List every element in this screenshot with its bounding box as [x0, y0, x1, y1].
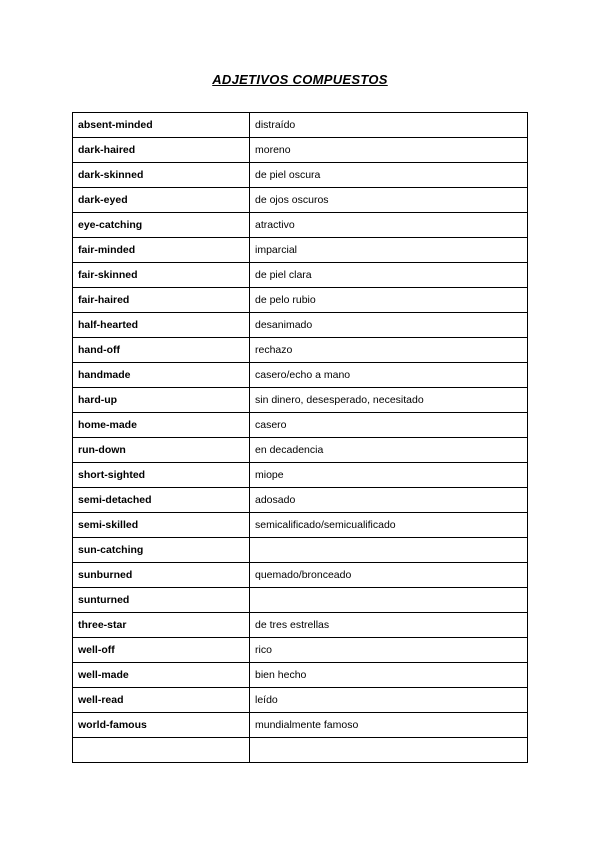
- table-row: [73, 713, 528, 738]
- english-term: well-off: [73, 638, 250, 663]
- spanish-translation: en decadencia: [250, 438, 528, 463]
- table-row: [73, 413, 528, 438]
- table-row: [73, 688, 528, 713]
- english-term: short-sighted: [73, 463, 250, 488]
- spanish-translation: de pelo rubio: [250, 288, 528, 313]
- english-term: three-star: [73, 613, 250, 638]
- spanish-translation: distraído: [250, 113, 528, 138]
- page-title: ADJETIVOS COMPUESTOS: [212, 72, 388, 87]
- table-row: [73, 238, 528, 263]
- spanish-translation: de tres estrellas: [250, 613, 528, 638]
- spanish-translation: adosado: [250, 488, 528, 513]
- table-row: [73, 113, 528, 138]
- english-term: sunturned: [73, 588, 250, 613]
- english-term: fair-skinned: [73, 263, 250, 288]
- english-term: well-read: [73, 688, 250, 713]
- english-term: dark-eyed: [73, 188, 250, 213]
- english-term: half-hearted: [73, 313, 250, 338]
- english-term: semi-detached: [73, 488, 250, 513]
- table-row: [73, 288, 528, 313]
- table-row: [73, 213, 528, 238]
- english-term: [73, 738, 250, 763]
- english-term: hard-up: [73, 388, 250, 413]
- spanish-translation: de piel clara: [250, 263, 528, 288]
- table-row: [73, 738, 528, 763]
- table-row: [73, 638, 528, 663]
- english-term: dark-haired: [73, 138, 250, 163]
- spanish-translation: quemado/bronceado: [250, 563, 528, 588]
- english-term: absent-minded: [73, 113, 250, 138]
- english-term: sunburned: [73, 563, 250, 588]
- vocabulary-table: [72, 112, 528, 763]
- english-term: sun-catching: [73, 538, 250, 563]
- spanish-translation: rechazo: [250, 338, 528, 363]
- table-row: [73, 588, 528, 613]
- spanish-translation: [250, 588, 528, 613]
- spanish-translation: atractivo: [250, 213, 528, 238]
- english-term: semi-skilled: [73, 513, 250, 538]
- table-row: [73, 513, 528, 538]
- spanish-translation: leído: [250, 688, 528, 713]
- table-row: [73, 663, 528, 688]
- spanish-translation: miope: [250, 463, 528, 488]
- english-term: eye-catching: [73, 213, 250, 238]
- table-row: [73, 363, 528, 388]
- table-row: [73, 338, 528, 363]
- table-row: [73, 463, 528, 488]
- spanish-translation: sin dinero, desesperado, necesitado: [250, 388, 528, 413]
- spanish-translation: casero/echo a mano: [250, 363, 528, 388]
- english-term: fair-haired: [73, 288, 250, 313]
- spanish-translation: mundialmente famoso: [250, 713, 528, 738]
- english-term: home-made: [73, 413, 250, 438]
- english-term: fair-minded: [73, 238, 250, 263]
- table-row: [73, 538, 528, 563]
- table-row: [73, 613, 528, 638]
- english-term: hand-off: [73, 338, 250, 363]
- spanish-translation: moreno: [250, 138, 528, 163]
- spanish-translation: desanimado: [250, 313, 528, 338]
- spanish-translation: de ojos oscuros: [250, 188, 528, 213]
- spanish-translation: de piel oscura: [250, 163, 528, 188]
- english-term: run-down: [73, 438, 250, 463]
- spanish-translation: [250, 538, 528, 563]
- table-row: [73, 563, 528, 588]
- spanish-translation: [250, 738, 528, 763]
- spanish-translation: rico: [250, 638, 528, 663]
- table-row: [73, 313, 528, 338]
- english-term: handmade: [73, 363, 250, 388]
- table-row: [73, 388, 528, 413]
- english-term: dark-skinned: [73, 163, 250, 188]
- table-row: [73, 138, 528, 163]
- spanish-translation: imparcial: [250, 238, 528, 263]
- table-row: [73, 438, 528, 463]
- table-row: [73, 188, 528, 213]
- table-row: [73, 263, 528, 288]
- spanish-translation: semicalificado/semicualificado: [250, 513, 528, 538]
- spanish-translation: bien hecho: [250, 663, 528, 688]
- spanish-translation: casero: [250, 413, 528, 438]
- table-row: [73, 163, 528, 188]
- table-row: [73, 488, 528, 513]
- english-term: well-made: [73, 663, 250, 688]
- english-term: world-famous: [73, 713, 250, 738]
